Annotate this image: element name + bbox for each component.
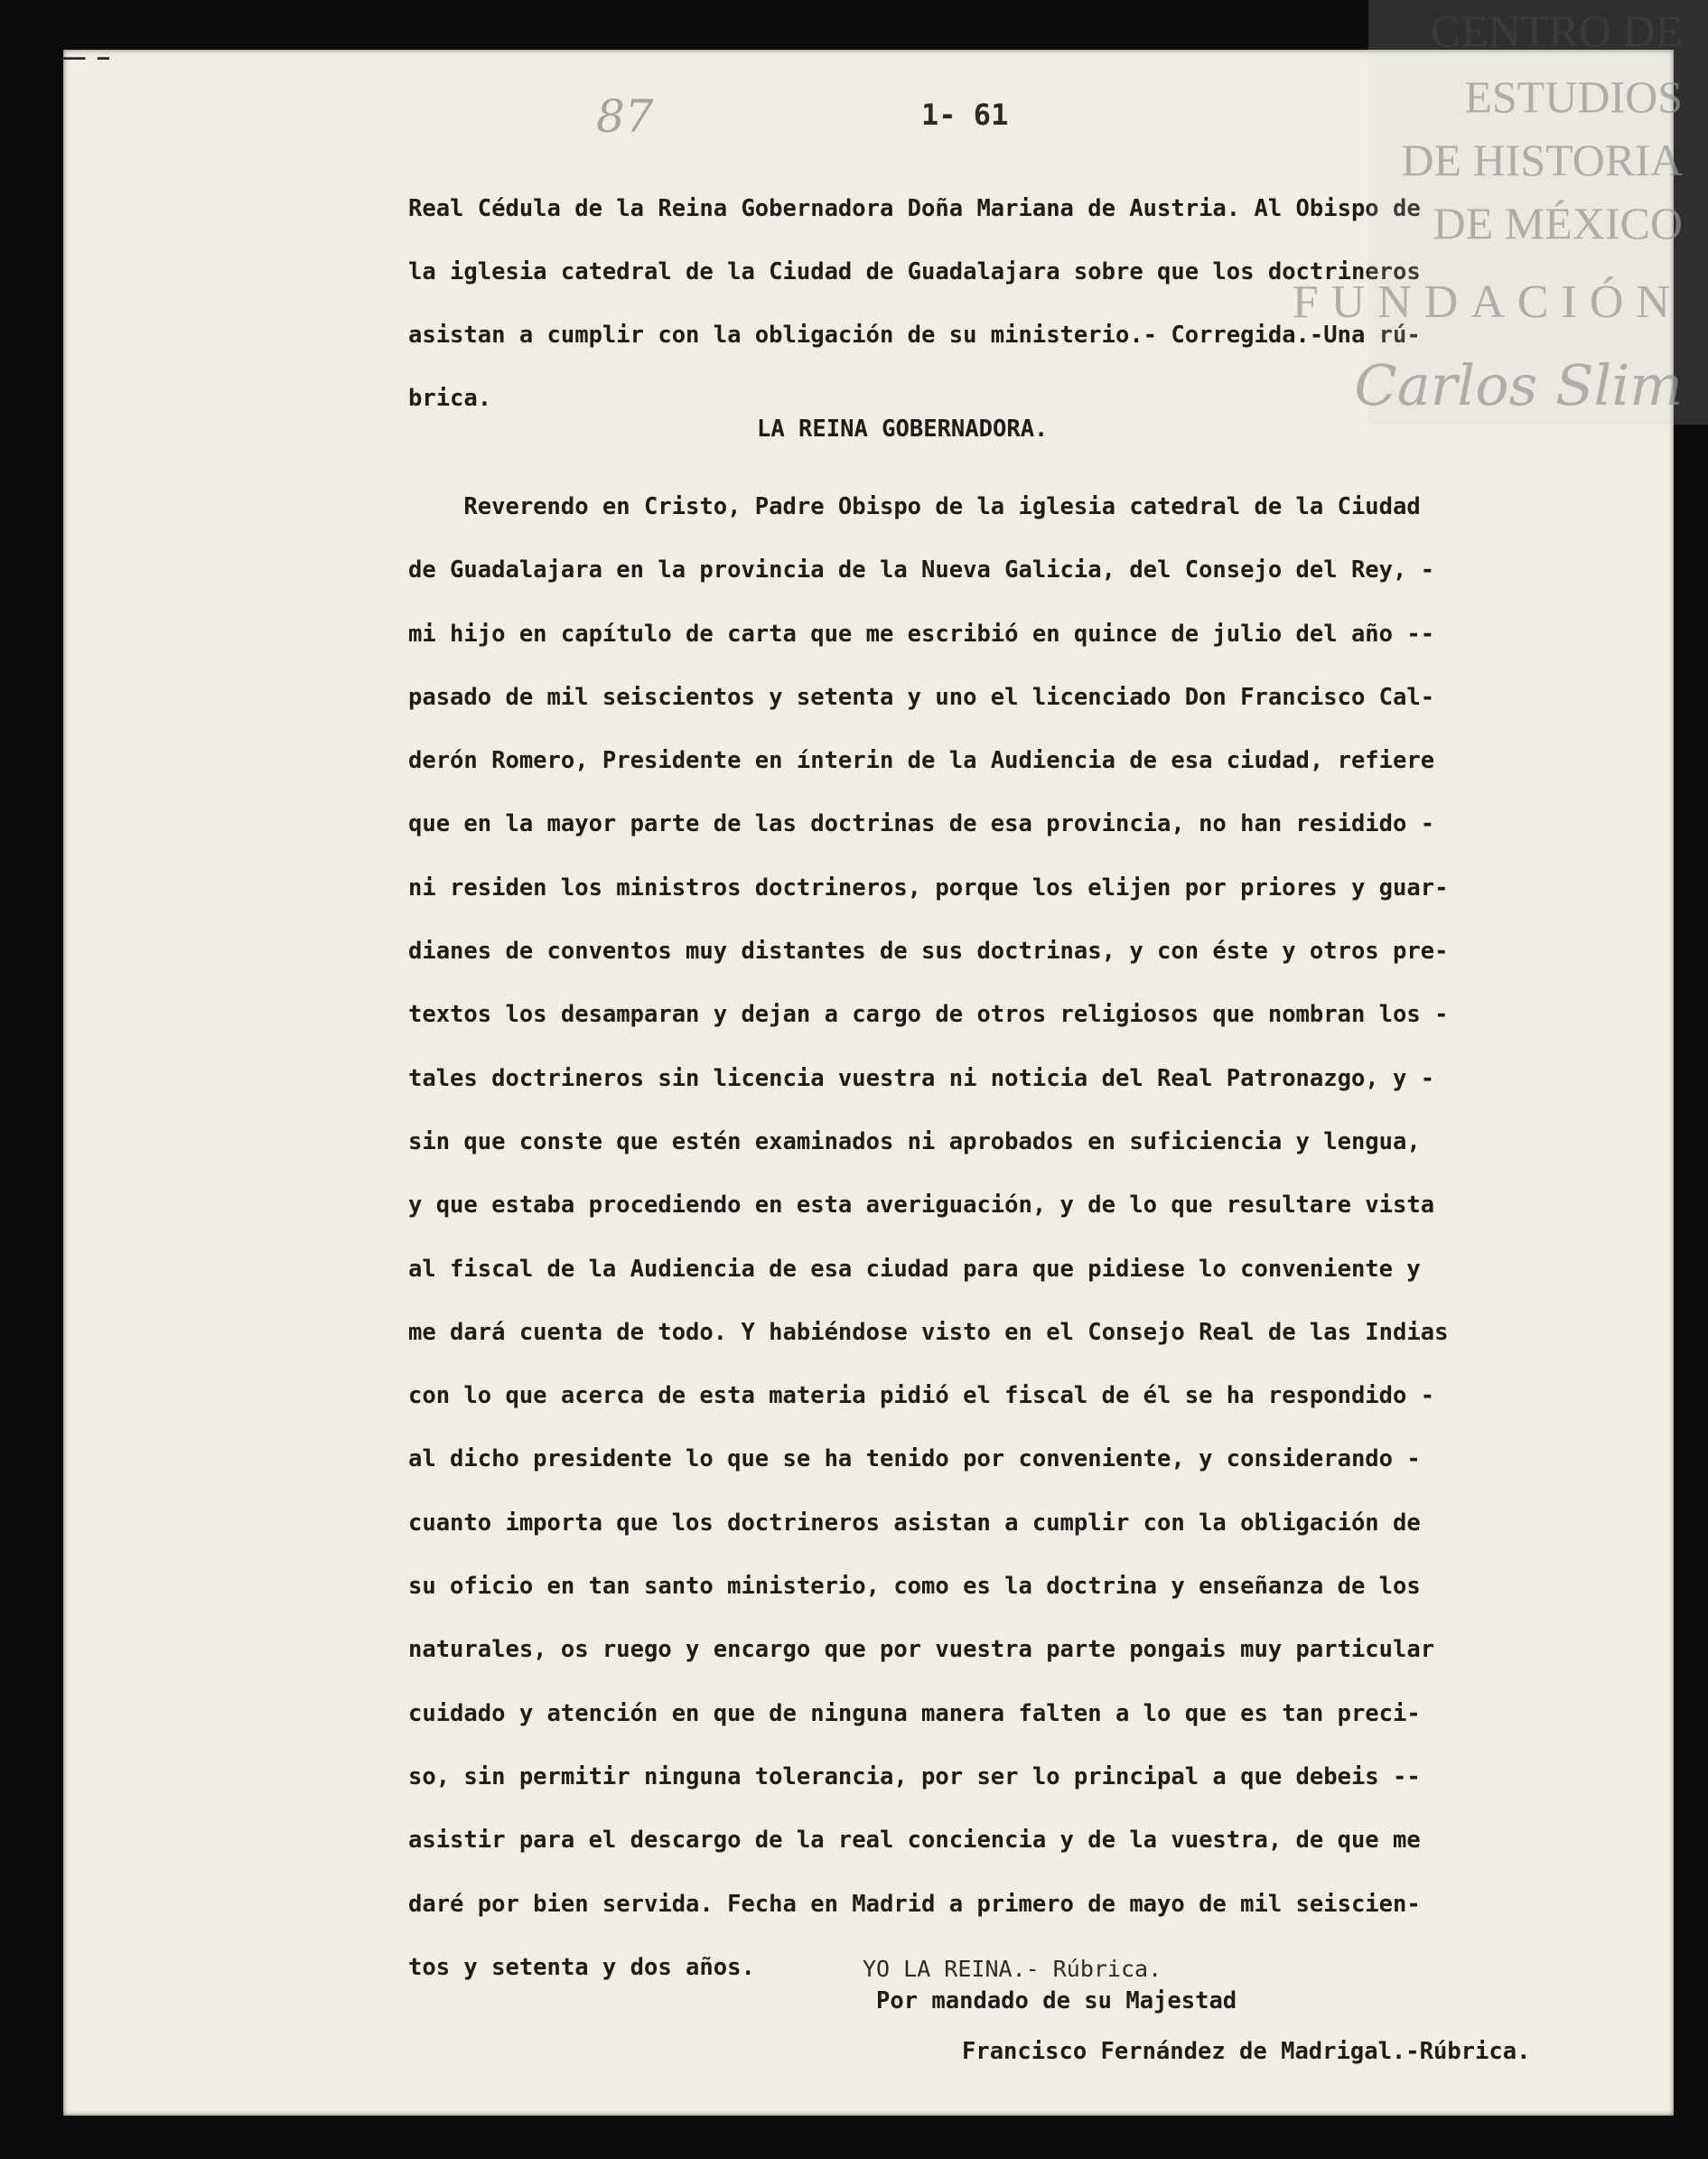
document-body (408, 475, 1448, 1999)
watermark-line: CENTRO DE (1430, 5, 1683, 56)
signature-mandate: Por mandado de su Majestad (876, 1987, 1237, 2014)
body-line: tos y setenta y dos años. (408, 1953, 755, 1981)
document-title: LA REINA GOBERNADORA. (757, 416, 1049, 443)
body-line: su oficio en tan santo ministerio, como es la doctrina y enseñanza de los (408, 1573, 1421, 1601)
body-line: Reverendo en Cristo, Padre Obispo de la iglesia catedral de la Ciudad (408, 493, 1421, 520)
watermark-line: DE MÉXICO (1433, 198, 1683, 248)
body-line: ni residen los ministros doctrineros, porque los elijen por priores y guar- (408, 874, 1449, 902)
institution-watermark (1292, 0, 1708, 425)
signature-secretary: Francisco Fernández de Madrigal.-Rúbrica. (962, 2038, 1531, 2065)
body-line: al fiscal de la Audiencia de esa ciudad para que pidiese lo conveniente y (408, 1255, 1421, 1283)
body-line: naturales, os ruego y encargo que por vuestra parte pongais muy particular (408, 1636, 1435, 1664)
body-line: me dará cuenta de todo. Y habiéndose visto en el Consejo Real de las Indias (408, 1318, 1449, 1346)
body-line: cuanto importa que los doctrineros asistan a cumplir con la obligación de (408, 1509, 1421, 1537)
body-line: asistir para el descargo de la real conciencia y de la vuestra, de que me (408, 1827, 1421, 1855)
body-line: daré por bien servida. Fecha en Madrid a primero de mayo de mil seiscien- (408, 1890, 1421, 1918)
heading-line: la iglesia catedral de la Ciudad de Guadalajara sobre que los doctrineros (408, 258, 1421, 285)
body-line: cuidado y atención en que de ninguna manera falten a lo que es tan preci- (408, 1699, 1421, 1727)
body-line: tales doctrineros sin licencia vuestra ni noticia del Real Patronazgo, y - (408, 1064, 1435, 1092)
watermark-signature: Carlos Slim (1354, 352, 1683, 418)
pencil-folio-number: 87 (596, 90, 654, 143)
body-line: pasado de mil seiscientos y setenta y uno el licenciado Don Francisco Cal- (408, 683, 1435, 711)
top-left-marks: —– – (61, 47, 109, 70)
heading-line: brica. (408, 385, 492, 412)
body-line: mi hijo en capítulo de carta que me escribió en quince de julio del año -- (408, 620, 1435, 648)
body-line: textos los desamparan y dejan a cargo de otros religiosos que nombran los - (408, 1001, 1449, 1029)
signature-queen: YO LA REINA.- Rúbrica. (863, 1956, 1162, 1982)
body-line: sin que conste que estén examinados ni aprobados en suficiencia y lengua, (408, 1127, 1421, 1155)
body-line: y que estaba procediendo en esta averiguación, y de lo que resultare vista (408, 1192, 1435, 1220)
body-line: so, sin permitir ninguna tolerancia, por ser lo principal a que debeis -- (408, 1762, 1421, 1790)
heading-line: asistan a cumplir con la obligación de su ministerio.- Corregida.-Una rú- (408, 322, 1421, 349)
document-heading (408, 177, 1421, 430)
body-line: de Guadalajara en la provincia de la Nueva Galicia, del Consejo del Rey, - (408, 556, 1435, 584)
watermark-line: DE HISTORIA (1401, 135, 1683, 185)
watermark-line: ESTUDIOS (1464, 71, 1683, 122)
heading-line: Real Cédula de la Reina Gobernadora Doña Mariana de Austria. Al Obispo de (408, 195, 1421, 222)
body-line: derón Romero, Presidente en ínterin de la Audiencia de esa ciudad, refiere (408, 747, 1435, 775)
typed-folio-number: 1- 61 (921, 98, 1009, 132)
watermark-line: FUNDACIÓN (1292, 276, 1683, 328)
body-line: con lo que acerca de esta materia pidió el fiscal de él se ha respondido - (408, 1382, 1435, 1410)
body-line: dianes de conventos muy distantes de sus doctrinas, y con éste y otros pre- (408, 938, 1449, 966)
body-line: que en la mayor parte de las doctrinas de esa provincia, no han residido - (408, 810, 1435, 838)
body-line: al dicho presidente lo que se ha tenido por conveniente, y considerando - (408, 1445, 1421, 1473)
